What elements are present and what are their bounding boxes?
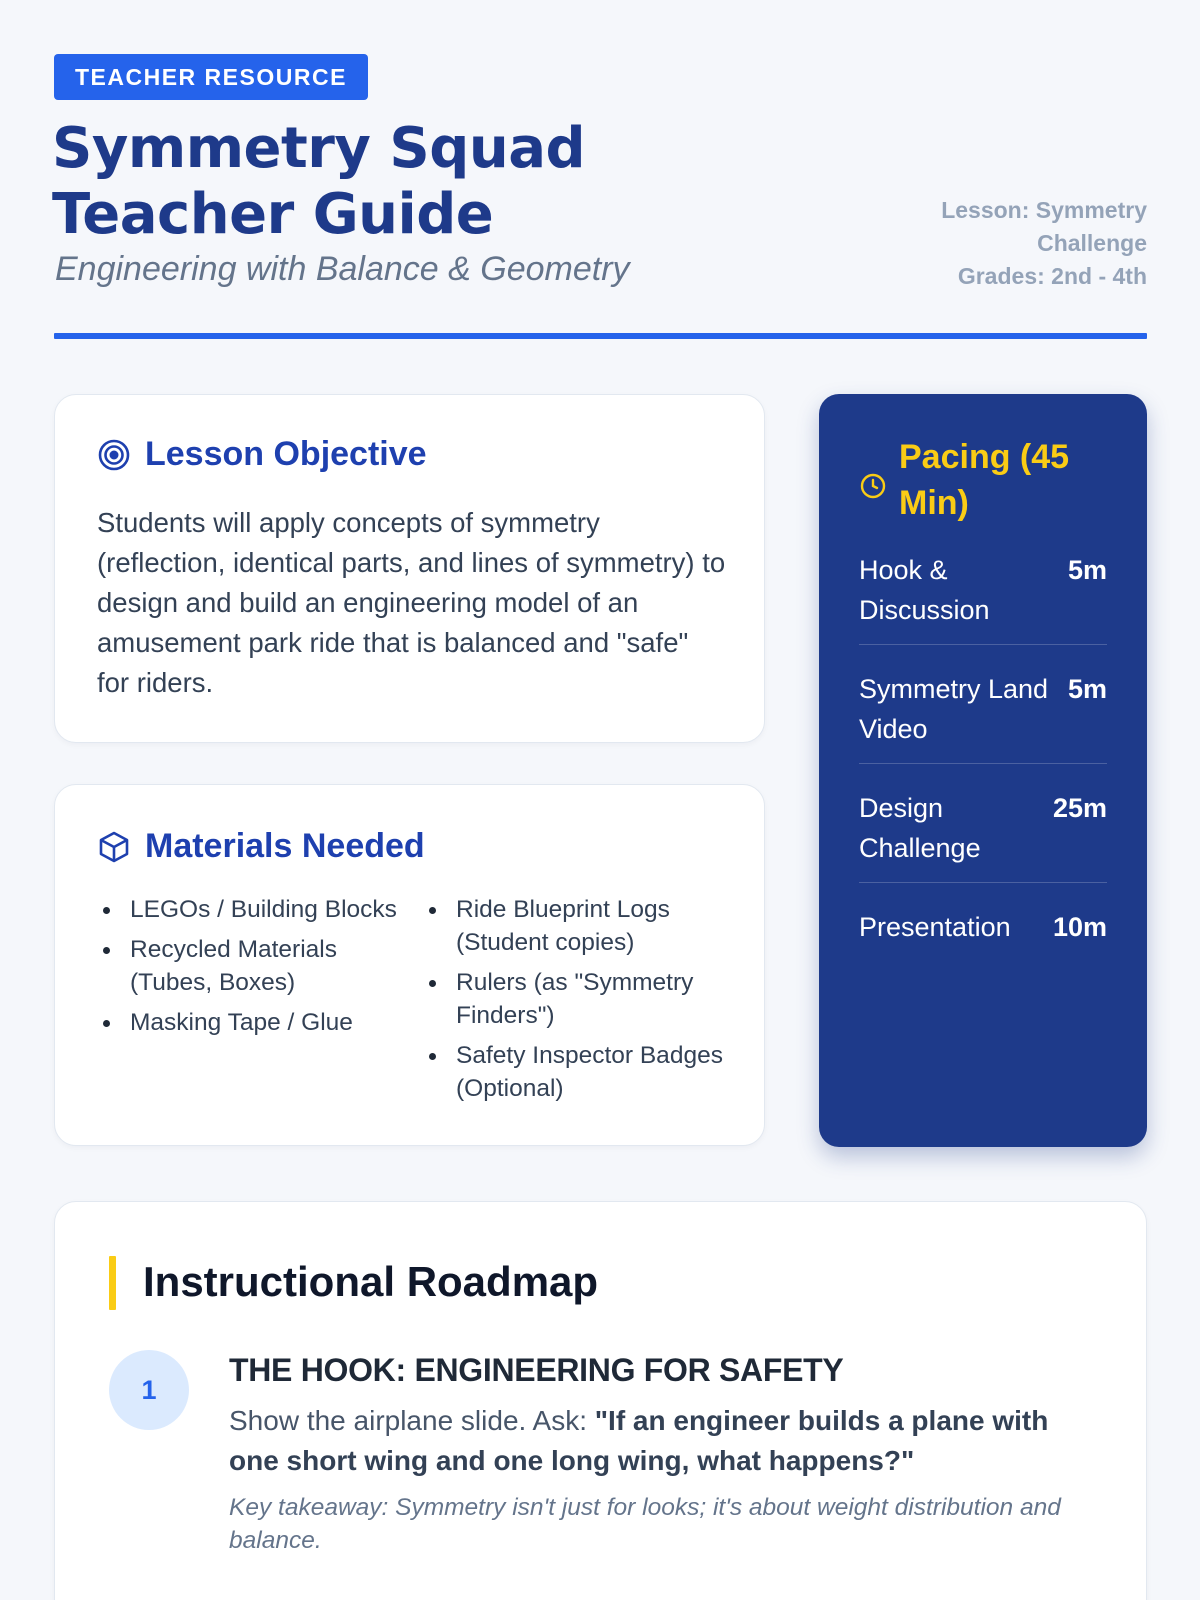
pacing-title: Pacing (45 Min): [899, 438, 1070, 522]
lesson-name: Lesson: Symmetry Challenge: [941, 197, 1147, 256]
lesson-objective-title: Lesson Objective: [145, 435, 427, 473]
pacing-row: [859, 907, 1107, 961]
list-item: Safety Inspector Badges (Optional): [423, 1039, 743, 1105]
page-title: [52, 116, 752, 248]
pacing-activity: Hook & Discussion: [859, 555, 990, 625]
pacing-panel: [819, 394, 1147, 1147]
roadmap-accent-bar: [109, 1256, 116, 1310]
pacing-duration: 5m: [1067, 674, 1107, 704]
page-subtitle: Engineering with Balance & Geometry: [55, 250, 630, 288]
list-item: Ride Blueprint Logs (Student copies): [423, 893, 743, 959]
step-intro: Show the airplane slide. Ask:: [229, 1405, 595, 1436]
header-divider: [54, 333, 1147, 339]
pacing-list: [859, 550, 1107, 985]
materials-list-right: [423, 893, 743, 1112]
pacing-activity: Symmetry Land Video: [859, 674, 1049, 744]
title-line-2: Teacher Guide: [52, 182, 494, 247]
materials-title: Materials Needed: [145, 827, 425, 865]
list-item: Recycled Materials (Tubes, Boxes): [97, 933, 407, 999]
lesson-meta: [887, 194, 1147, 293]
pacing-duration: 10m: [1052, 912, 1107, 942]
materials-list-left: [97, 893, 407, 1046]
title-line-1: Symmetry Squad: [52, 116, 586, 181]
clock-icon: [859, 466, 887, 494]
materials-heading: [97, 827, 425, 866]
target-icon: [97, 438, 131, 472]
list-item: Rulers (as "Symmetry Finders"): [423, 966, 743, 1032]
pacing-row: [859, 550, 1107, 645]
pacing-row: [859, 669, 1107, 764]
step-text: [229, 1401, 1089, 1481]
list-item: LEGOs / Building Blocks: [97, 893, 407, 926]
roadmap-title: Instructional Roadmap: [143, 1258, 599, 1305]
pacing-row: [859, 788, 1107, 883]
step-title: THE HOOK: ENGINEERING FOR SAFETY: [229, 1352, 844, 1388]
resource-tag: TEACHER RESOURCE: [54, 54, 368, 100]
pacing-duration: 5m: [1067, 555, 1107, 585]
roadmap-card: [54, 1201, 1147, 1600]
pacing-heading: [859, 434, 1119, 526]
lesson-objective-heading: [97, 435, 427, 474]
step-quote: "If an engineer builds a plane with one short wing and one long wing, what happens?": [229, 1405, 1049, 1476]
pacing-activity: Design Challenge: [859, 793, 981, 863]
list-item: Masking Tape / Glue: [97, 1006, 407, 1039]
pacing-activity: Presentation: [859, 912, 1011, 942]
lesson-objective-card: [54, 394, 765, 743]
pacing-duration: 25m: [1052, 793, 1107, 823]
grade-range: Grades: 2nd - 4th: [957, 263, 1147, 289]
step-number-badge: 1: [109, 1350, 189, 1430]
step-key-takeaway: Key takeaway: Symmetry isn't just for looks; it's about weight distribution and balance.: [229, 1494, 1061, 1554]
roadmap-step: [229, 1352, 1089, 1557]
cube-icon: [97, 830, 131, 864]
materials-card: [54, 784, 765, 1146]
lesson-objective-text: Students will apply concepts of symmetry (reflection, identical parts, and lines of symmetry) to design and build an engineering model of an amusement park ride that is balanced and "safe" for riders.: [97, 507, 726, 698]
